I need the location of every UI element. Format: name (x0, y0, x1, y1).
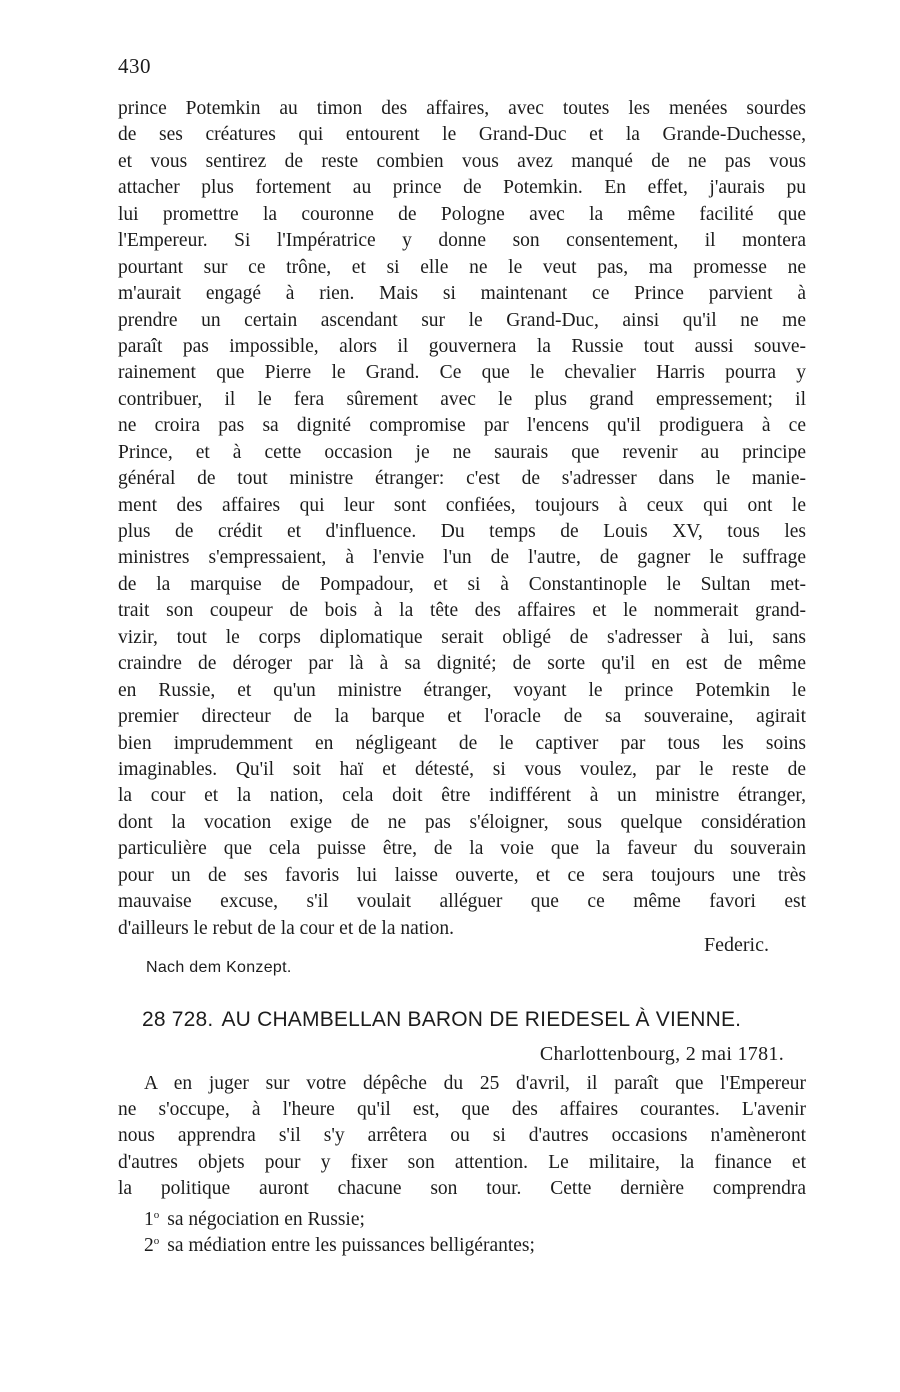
text-line: A en juger sur votre dépêche du 25 d'avril, il paraît que l'Empereur (144, 1073, 806, 1094)
text-line: dont la vocation exige de ne pas s'éloigner, sous quelque considération (118, 811, 806, 833)
text-line: craindre de déroger par là à sa dignité; de sorte qu'il en est de même (118, 653, 806, 675)
ordinal-indicator: o (153, 1208, 160, 1221)
text-line: prendre un certain ascendant sur le Grand-Duc, ainsi qu'il ne me (118, 309, 806, 331)
text-line: attacher plus fortement au prince de Potemkin. En effet, j'aurais pu (118, 177, 806, 199)
text-line: général de tout ministre étranger: c'est de s'adresser dans le manie- (118, 468, 806, 490)
text-line: l'Empereur. Si l'Impératrice y donne son consentement, il montera (118, 230, 806, 252)
text-line: ment des affaires qui leur sont confiées, toujours à ceux qui ont le (118, 494, 806, 516)
text-line: mauvaise excuse, s'il voulait alléguer que ce même favori est (118, 891, 806, 913)
text-line: ne croira pas sa dignité compromise par l'encens qu'il prodiguera à ce (118, 415, 806, 437)
continuation-text (118, 96, 806, 942)
text-line: bien imprudemment en négligeant de le captiver par tous les soins (118, 732, 806, 754)
text-line: prince Potemkin au timon des affaires, avec toutes les menées sourdes (118, 98, 806, 119)
text-line: de ses créatures qui entourent le Grand-Duc et la Grande-Duchesse, (118, 124, 806, 146)
text-line: contribuer, il le fera sûrement avec le plus grand empressement; il (118, 388, 806, 410)
text-line: lui promettre la couronne de Pologne avec la même facilité que (118, 203, 806, 225)
text-line: et vous sentirez de reste combien vous avez manqué de ne pas vous (118, 150, 806, 172)
text-line: trait son coupeur de bois à la tête des affaires et le nommerait grand- (118, 600, 806, 622)
letter-title: AU CHAMBELLAN BARON DE RIEDESEL À VIENNE. (221, 1008, 742, 1031)
letter-text (118, 1071, 806, 1257)
letter-number: 28 728. (142, 1008, 214, 1031)
text-line: de la marquise de Pompadour, et si à Constantinople le Sultan met- (118, 573, 806, 595)
text-line: imaginables. Qu'il soit haï et détesté, si vous voulez, par le reste de (118, 758, 806, 780)
list-item-text: sa négociation en Russie; (167, 1208, 365, 1230)
text-line: Prince, et à cette occasion je ne saurais que revenir au principe (118, 441, 806, 463)
text-line: la cour et la nation, cela doit être indifférent à un ministre étranger, (118, 785, 806, 807)
ordinal-indicator: o (153, 1235, 160, 1248)
list-item-text: sa médiation entre les puissances belligérantes; (167, 1235, 535, 1257)
text-line: en Russie, et qu'un ministre étranger, voyant le prince Potemkin le (118, 679, 806, 701)
list-item (118, 1228, 806, 1257)
dateline: Charlottenbourg, 2 mai 1781. (539, 1043, 784, 1065)
list-marker: 2 (144, 1235, 154, 1257)
text-line: ministres s'empressaient, à l'envie l'un de l'autre, de gagner le suffrage (118, 547, 806, 569)
signature: Federic. (704, 934, 769, 956)
list-item (118, 1202, 806, 1228)
list-marker: 1 (144, 1208, 154, 1230)
text-line: d'autres objets pour y fixer son attention. Le militaire, la finance et (118, 1151, 806, 1173)
text-line: ne s'occupe, à l'heure qu'il est, que des affaires courantes. L'avenir (118, 1099, 806, 1121)
text-line: rainement que Pierre le Grand. Ce que le chevalier Harris pourra y (118, 362, 806, 384)
text-line: m'aurait engagé à rien. Mais si maintenant ce Prince parvient à (118, 283, 806, 305)
text-line: paraît pas impossible, alors il gouvernera la Russie tout aussi souve- (118, 335, 806, 357)
text-line: pourtant sur ce trône, et si elle ne le veut pas, ma promesse ne (118, 256, 806, 278)
text-line: vizir, tout le corps diplomatique serait obligé de s'adresser à lui, sans (118, 626, 806, 648)
text-line: premier directeur de la barque et l'oracle de sa souveraine, agirait (118, 706, 806, 728)
source-note: Nach dem Konzept. (146, 959, 292, 976)
letter-heading (142, 1008, 741, 1032)
text-line: d'ailleurs le rebut de la cour et de la nation. (118, 917, 454, 939)
text-line: plus de crédit et d'influence. Du temps de Louis XV, tous les (118, 521, 806, 542)
text-line: pour un de ses favoris lui laisse ouverte, et ce sera toujours une très (118, 864, 806, 886)
text-line: particulière que cela puisse être, de la voie que la faveur du souverain (118, 838, 806, 860)
text-line: la politique auront chacune son tour. Cette dernière comprendra (118, 1177, 806, 1199)
text-line: nous apprendra s'il s'y arrêtera ou si d'autres occasions n'amèneront (118, 1125, 806, 1147)
page-number: 430 (118, 54, 151, 78)
